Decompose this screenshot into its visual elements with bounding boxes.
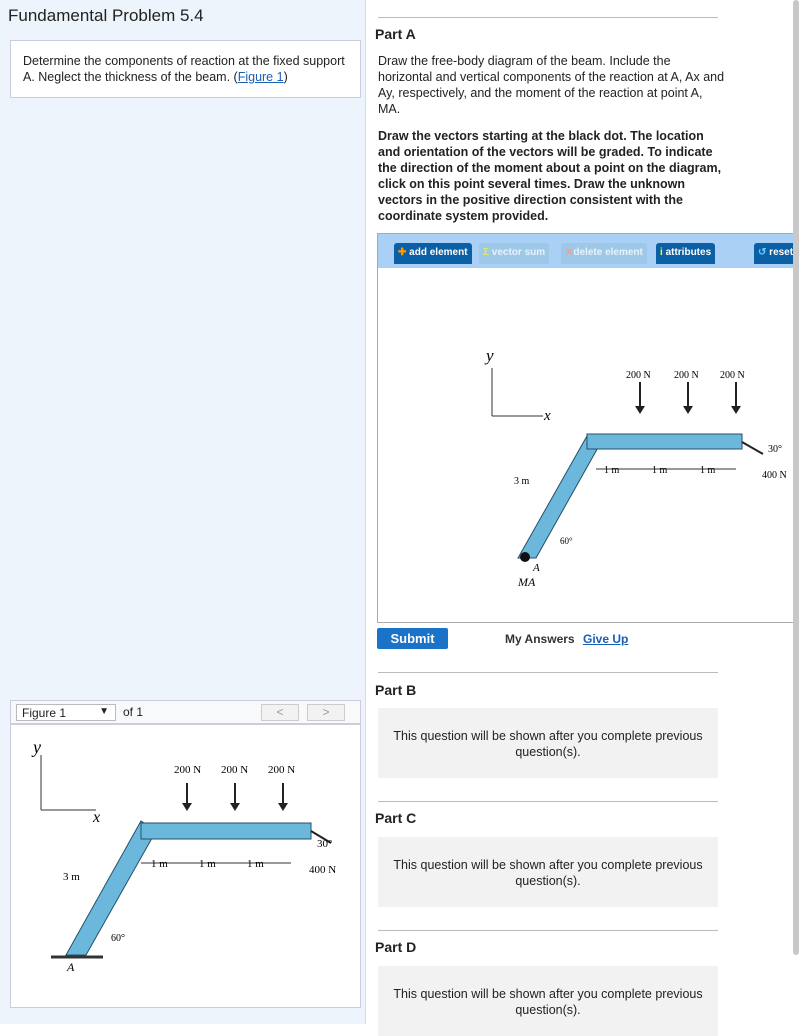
info-icon: i — [660, 247, 663, 258]
part-b-locked-message: This question will be shown after you complete previous question(s). — [378, 708, 718, 778]
svg-text:y: y — [486, 346, 494, 365]
svg-text:1 m: 1 m — [247, 858, 264, 870]
figure-select[interactable]: Figure 1 ▼ — [16, 704, 116, 721]
svg-text:200 N: 200 N — [674, 370, 699, 381]
svg-text:1 m: 1 m — [652, 465, 668, 476]
give-up-link[interactable]: Give Up — [583, 632, 629, 646]
vector-sum-button[interactable]: Σ vector sum — [479, 243, 549, 264]
dropdown-arrow-icon: ▼ — [99, 706, 109, 717]
anchor-point[interactable] — [520, 552, 530, 562]
svg-text:1 m: 1 m — [604, 465, 620, 476]
svg-text:y: y — [33, 737, 41, 757]
svg-text:x: x — [93, 809, 101, 826]
svg-text:200 N: 200 N — [626, 370, 651, 381]
drawing-toolbar — [378, 234, 793, 268]
part-a-header[interactable]: Part A — [375, 26, 416, 42]
svg-text:MA: MA — [518, 575, 536, 589]
part-a-directions: Draw the vectors starting at the black dot. The location and orientation of the vectors will be graded. To indicate the direction of the moment about a point on the diagram, click on this point several times. Draw the unknown vectors in the positive direction consistent with the coordinate system provided. — [378, 129, 722, 223]
svg-text:A: A — [533, 562, 540, 574]
part-b-header[interactable]: Part B — [375, 682, 417, 698]
add-element-button[interactable]: ✚ add element — [394, 243, 472, 264]
part-c-header[interactable]: Part C — [375, 810, 417, 826]
svg-text:3 m: 3 m — [63, 871, 80, 883]
figure-navigation — [10, 700, 361, 724]
svg-text:60°: 60° — [111, 933, 125, 944]
svg-text:x: x — [544, 408, 551, 424]
svg-text:3 m: 3 m — [514, 476, 530, 487]
reset-button[interactable]: ↺ reset — [754, 243, 797, 264]
figure-link[interactable]: Figure 1 — [237, 70, 284, 84]
svg-text:60°: 60° — [560, 536, 573, 546]
svg-text:1 m: 1 m — [700, 465, 716, 476]
part-d-header[interactable]: Part D — [375, 939, 417, 955]
svg-text:A: A — [67, 960, 75, 974]
svg-text:200 N: 200 N — [174, 764, 202, 776]
next-figure-button[interactable]: > — [307, 704, 345, 721]
svg-text:1 m: 1 m — [151, 858, 168, 870]
svg-text:400 N: 400 N — [762, 470, 787, 481]
svg-text:30°: 30° — [317, 838, 333, 850]
delete-element-button[interactable]: ✕delete element — [561, 243, 647, 264]
svg-text:1 m: 1 m — [199, 858, 216, 870]
svg-text:200 N: 200 N — [720, 370, 745, 381]
reset-icon: ↺ — [758, 247, 767, 258]
part-d-locked-message: This question will be shown after you complete previous question(s). — [378, 966, 718, 1036]
beam-diagram — [11, 725, 360, 1007]
svg-text:30°: 30° — [768, 444, 782, 455]
svg-text:400 N: 400 N — [309, 864, 337, 876]
svg-text:200 N: 200 N — [221, 764, 249, 776]
problem-statement: Determine the components of reaction at the fixed support A. Neglect the thickness of the beam. (Figure 1) — [10, 40, 361, 98]
prev-figure-button[interactable]: < — [261, 704, 299, 721]
svg-text:200 N: 200 N — [268, 764, 296, 776]
fbd-canvas[interactable] — [378, 268, 793, 622]
part-c-locked-message: This question will be shown after you complete previous question(s). — [378, 837, 718, 907]
x-icon: ✕ — [565, 247, 574, 258]
sigma-icon: Σ — [483, 247, 490, 258]
page-title: Fundamental Problem 5.4 — [8, 6, 204, 25]
scrollbar[interactable] — [793, 0, 799, 955]
problem-panel — [0, 0, 366, 1024]
figure-count: of 1 — [123, 705, 144, 719]
attributes-button[interactable]: i attributes — [656, 243, 715, 264]
plus-icon: ✚ — [398, 247, 407, 258]
figure-1 — [10, 724, 361, 1008]
part-a-instructions: Draw the free-body diagram of the beam. Include the horizontal and vertical components of the reaction at A, Ax and Ay, respectively, and the moment of the reaction at point A, MA. — [378, 54, 725, 116]
submit-button[interactable]: Submit — [377, 628, 448, 649]
fbd-drawing-tool[interactable] — [377, 233, 794, 623]
my-answers-link[interactable]: My Answers — [505, 632, 575, 646]
